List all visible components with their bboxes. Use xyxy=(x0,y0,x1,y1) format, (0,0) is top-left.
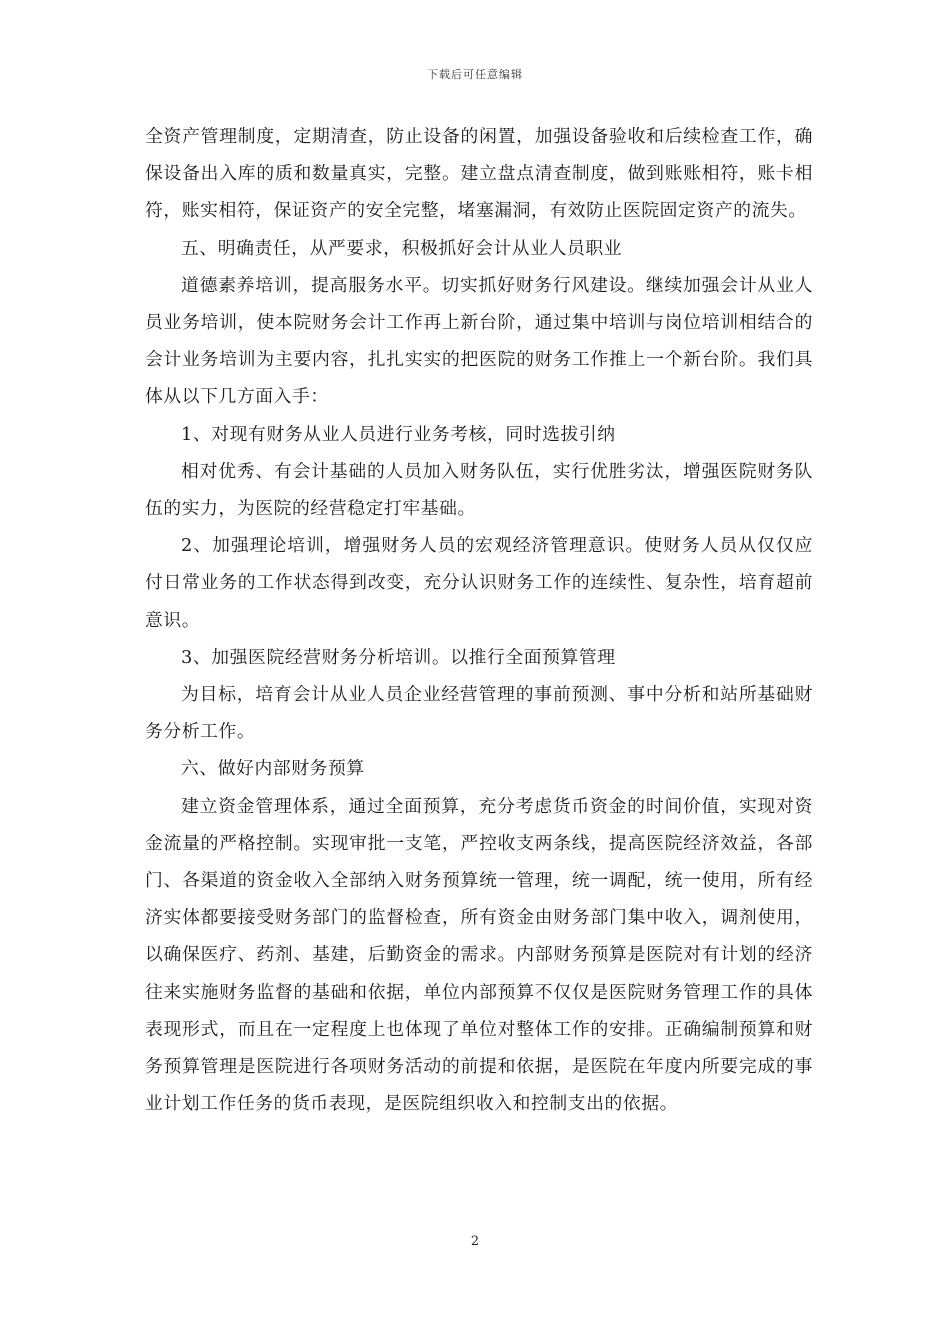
paragraph-section-six-heading: 六、做好内部财务预算 xyxy=(181,758,365,780)
paragraph-item-one-detail: 相对优秀、有会计基础的人员加入财务队伍，实行优胜劣汰，增强医院财务队伍的实力，为医院的经营稳定打牢基础。 xyxy=(145,460,813,520)
paragraph-ethics-training: 道德素养培训，提高服务水平。切实抓好财务行风建设。继续加强会计从业人员业务培训，使本院财务会计工作再上新台阶，通过集中培训与岗位培训相结合的会计业务培训为主要内容，扎扎实实的把医院的财务工作推上一个新台阶。我们具体从以下几方面入手： xyxy=(145,274,813,408)
page-number: 2 xyxy=(470,1234,480,1249)
paragraph-budget-system: 建立资金管理体系，通过全面预算，充分考虑货币资金的时间价值，实现对资金流量的严格控制。实现审批一支笔，严控收支两条线，提高医院经济效益，各部门、各渠道的资金收入全部纳入财务预算统一管理，统一调配，统一使用，所有经济实体都要接受财务部门的监督检查，所有资金由财务部门集中收入，调剂使用，以确保医疗、药剂、基建，后勤资金的需求。内部财务预算是医院对有计划的经济往来实施财务监督的基础和依据，单位内部预算不仅仅是医院财务管理工作的具体表现形式，而且在一定程度上也体现了单位对整体工作的安排。正确编制预算和财务预算管理是医院进行各项财务活动的前提和依据，是医院在年度内所要完成的事业计划工作任务的货币表现，是医院组织收入和控制支出的依据。 xyxy=(145,795,813,1115)
page-header: 下载后可任意编辑 xyxy=(427,68,523,81)
paragraph-item-three: 3、加强医院经营财务分析培训。以推行全面预算管理 xyxy=(181,646,616,668)
paragraph-section-five-heading: 五、明确责任，从严要求，积极抓好会计从业人员职业 xyxy=(181,237,623,259)
paragraph-item-three-detail: 为目标，培育会计从业人员企业经营管理的事前预测、事中分析和站所基础财务分析工作。 xyxy=(145,684,813,743)
paragraph-item-two: 2、加强理论培训，增强财务人员的宏观经济管理意识。使财务人员从仅仅应付日常业务的工作状态得到改变，充分认识财务工作的连续性、复杂性，培育超前意识。 xyxy=(145,535,813,631)
paragraph-item-one: 1、对现有财务从业人员进行业务考核，同时选拔引纳 xyxy=(181,423,616,445)
document-body xyxy=(145,118,813,1122)
paragraph-asset-management: 全资产管理制度，定期清查，防止设备的闲置，加强设备验收和后续检查工作，确保设备出入库的质和数量真实，完整。建立盘点清查制度，做到账账相符，账卡相符，账实相符，保证资产的安全完整，堵塞漏洞，有效防止医院固定资产的流失。 xyxy=(145,126,813,222)
